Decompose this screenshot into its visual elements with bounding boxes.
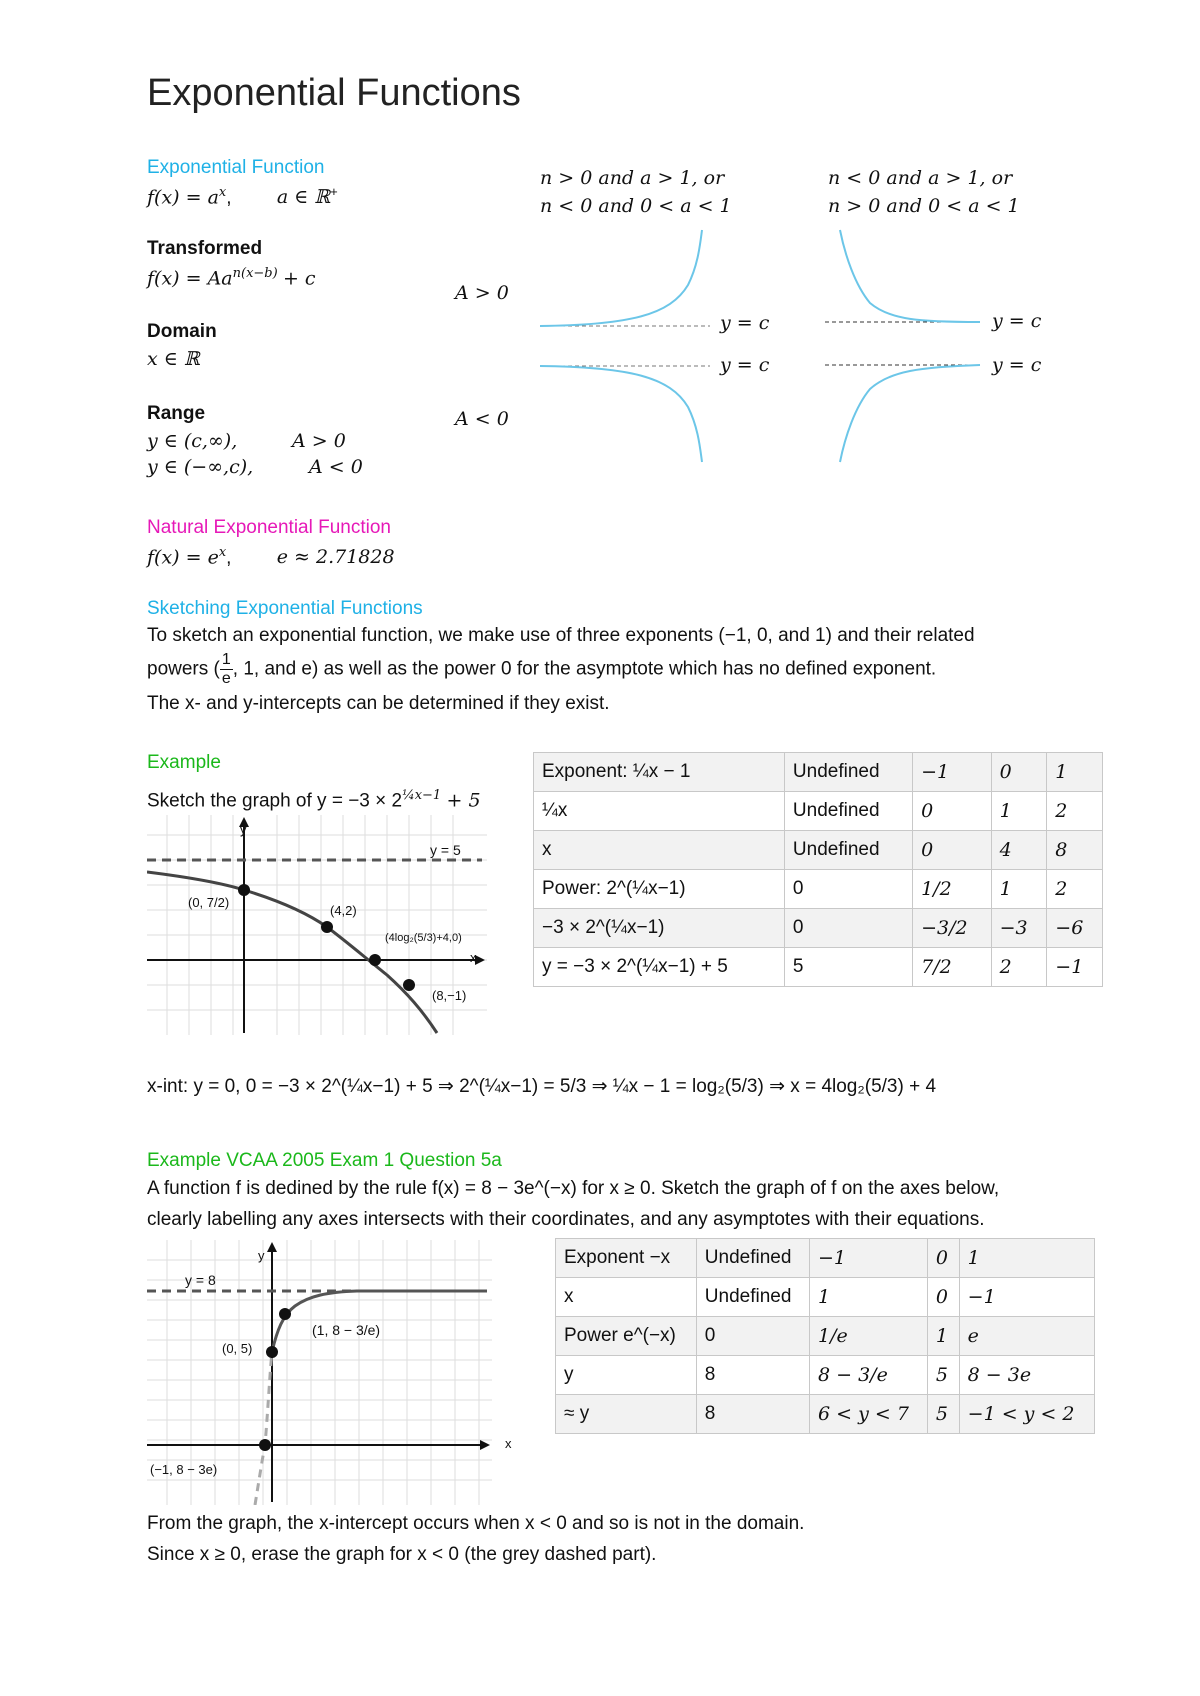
table-cell: 1 (810, 1278, 928, 1317)
table-cell: 0 (991, 753, 1047, 792)
asymptote-label-4: y = c (992, 354, 1042, 376)
sketch-text: To sketch an exponential function, we make use of three exponents (−1, 0, and 1) and their related powers ( $\frac{1}{e}$ , 1, and e) as well as the power 0 for the asymptote which has no defined exponent. The x- and y-intercepts can be determined if they exist. (147, 625, 975, 714)
table-cell: ¼x (534, 792, 785, 831)
table-cell: 0 (784, 909, 912, 948)
curve-decay-down (840, 365, 980, 462)
curve-growth-up (540, 230, 702, 326)
point-xint (369, 954, 381, 966)
example2-point1-label: (1, 8 − 3/e) (312, 1322, 381, 1338)
table-row (534, 948, 1103, 987)
table-cell: 5 (927, 1395, 959, 1434)
table-cell: −1 < y < 2 (959, 1395, 1094, 1434)
table-row (556, 1278, 1095, 1317)
point-4-2 (321, 921, 333, 933)
table-cell: 7/2 (913, 948, 992, 987)
example1-x-axis-label: x (470, 950, 477, 965)
example2-asymptote-label: y = 8 (185, 1272, 216, 1288)
table-cell: 1/e (810, 1317, 928, 1356)
asymptote-label-1: y = c (720, 312, 770, 334)
example2-text: A function f is dedined by the rule f(x) = 8 − 3e^(−x) for x ≥ 0. Sketch the graph of f on the axes below, clearly labelling any axes intersects with their coordinates, and any asymptotes with their equations. (147, 1178, 1000, 1230)
transformed-formula: $f(x) = Aa^{n(x-b)} + c$ (147, 266, 316, 290)
table-cell: 1 (991, 792, 1047, 831)
case-col1-line1: n > 0 and a > 1, or (540, 167, 725, 189)
table-cell: Undefined (696, 1239, 809, 1278)
point-yint (266, 1346, 278, 1358)
example1-prompt: Sketch the graph of $y = -3 \times 2^{\frac{1}{4}x-1} + 5$ (147, 788, 481, 812)
table-row (556, 1317, 1095, 1356)
asymptote-label-3: y = c (992, 310, 1042, 332)
table-row (534, 870, 1103, 909)
table-cell: 1 (959, 1239, 1094, 1278)
table-cell: 1/2 (913, 870, 992, 909)
example1-point1-label: (4,2) (330, 903, 357, 918)
point-8-neg1 (403, 979, 415, 991)
table-cell: −3 × 2^(¼x−1) (534, 909, 785, 948)
case-row-a-negative: A < 0 (455, 408, 509, 430)
table-cell: Exponent: ¼x − 1 (534, 753, 785, 792)
table-cell: Undefined (696, 1278, 809, 1317)
range-line-2: y ∈ (−∞,c), A < 0 (147, 456, 363, 478)
example2-yint-label: (0, 5) (222, 1341, 253, 1356)
table-cell: 0 (927, 1278, 959, 1317)
example1-asymptote-label: y = 5 (430, 842, 461, 858)
table-cell: Power: 2^(¼x−1) (534, 870, 785, 909)
table-row (534, 792, 1103, 831)
table-cell: 1 (1047, 753, 1103, 792)
table-row (534, 831, 1103, 870)
table-cell: 8 (696, 1395, 809, 1434)
exp-formula: $f(x) = a^x$, a ∈ ℝ+ (147, 184, 338, 209)
table-cell: x (556, 1278, 697, 1317)
table-cell: Power e^(−x) (556, 1317, 697, 1356)
table-cell: Undefined (784, 831, 912, 870)
table-cell: 4 (991, 831, 1047, 870)
range-heading: Range (147, 403, 206, 424)
example2-conclusion: From the graph, the x-intercept occurs when x < 0 and so is not in the domain. Since x ≥ 0, erase the graph for x < 0 (the grey dashed part). (147, 1513, 805, 1565)
curve-growth-down (540, 366, 702, 462)
curve-decay-up (840, 230, 980, 322)
example1-heading: Example (147, 752, 221, 773)
table-cell: 1 (991, 870, 1047, 909)
example1-xint-work: x-int: y = 0, 0 = −3 × 2^(¼x−1) + 5 ⇒ 2^(¼x−1) = 5/3 ⇒ ¼x − 1 = log₂(5/3) ⇒ x = 4log₂(5/3) + 4 (147, 1076, 937, 1097)
table-cell: 2 (991, 948, 1047, 987)
domain-formula: x ∈ ℝ (147, 348, 200, 370)
table-row (534, 909, 1103, 948)
asymptote-label-2: y = c (720, 354, 770, 376)
table-cell: 5 (784, 948, 912, 987)
point-yint (238, 884, 250, 896)
table-cell: −6 (1047, 909, 1103, 948)
table-cell: −1 (913, 753, 992, 792)
example2-x-axis-label: x (505, 1436, 512, 1451)
sketch-heading: Sketching Exponential Functions (147, 598, 423, 619)
case-col1-line2: n < 0 and 0 < a < 1 (540, 195, 732, 217)
table-cell: e (959, 1317, 1094, 1356)
point-xint (259, 1439, 271, 1451)
table-cell: −3 (991, 909, 1047, 948)
point-1 (279, 1308, 291, 1320)
table-cell: −3/2 (913, 909, 992, 948)
table-cell: 0 (696, 1317, 809, 1356)
table-cell: 0 (913, 792, 992, 831)
table-cell: 5 (927, 1356, 959, 1395)
table-cell: Undefined (784, 792, 912, 831)
table-cell: 2 (1047, 870, 1103, 909)
example1-point2-label: (8,−1) (432, 988, 467, 1003)
example2-heading: Example VCAA 2005 Exam 1 Question 5a (147, 1150, 502, 1171)
table-cell: −1 (959, 1278, 1094, 1317)
case-col2-line2: n > 0 and 0 < a < 1 (828, 195, 1020, 217)
example2-table (555, 1238, 1095, 1434)
table-cell: 0 (784, 870, 912, 909)
example2-y-axis-label: y (258, 1248, 265, 1263)
table-row (556, 1356, 1095, 1395)
table-row (556, 1395, 1095, 1434)
table-cell: ≈ y (556, 1395, 697, 1434)
table-cell: x (534, 831, 785, 870)
example1-table (533, 752, 1103, 987)
example2-xint-label: (−1, 8 − 3e) (150, 1462, 218, 1477)
example1-xint-label: (4log₂(5/3)+4,0) (385, 932, 462, 944)
table-row (534, 753, 1103, 792)
natural-heading: Natural Exponential Function (147, 517, 391, 538)
domain-heading: Domain (147, 321, 217, 342)
table-cell: 2 (1047, 792, 1103, 831)
table-row (556, 1239, 1095, 1278)
table-cell: 0 (913, 831, 992, 870)
exp-heading: Exponential Function (147, 157, 325, 178)
case-row-a-positive: A > 0 (455, 282, 509, 304)
table-cell: y = −3 × 2^(¼x−1) + 5 (534, 948, 785, 987)
example1-y-axis-label: y (240, 822, 247, 837)
cases-sketch (540, 225, 1060, 465)
page-title: Exponential Functions (147, 72, 521, 114)
table-cell: 0 (927, 1239, 959, 1278)
table-cell: Exponent −x (556, 1239, 697, 1278)
transformed-heading: Transformed (147, 238, 263, 259)
table-cell: Undefined (784, 753, 912, 792)
table-cell: 8 (696, 1356, 809, 1395)
range-line-1: y ∈ (c,∞), A > 0 (147, 430, 346, 452)
table-cell: y (556, 1356, 697, 1395)
table-cell: 1 (927, 1317, 959, 1356)
table-cell: 8 − 3/e (810, 1356, 928, 1395)
table-cell: 8 − 3e (959, 1356, 1094, 1395)
table-cell: 8 (1047, 831, 1103, 870)
table-cell: −1 (1047, 948, 1103, 987)
table-cell: −1 (810, 1239, 928, 1278)
table-cell: 6 < y < 7 (810, 1395, 928, 1434)
example1-yint-label: (0, 7/2) (188, 895, 230, 910)
natural-formula: $f(x) = e^x$, e ≈ 2.71828 (147, 545, 395, 569)
case-col2-line1: n < 0 and a > 1, or (828, 167, 1013, 189)
